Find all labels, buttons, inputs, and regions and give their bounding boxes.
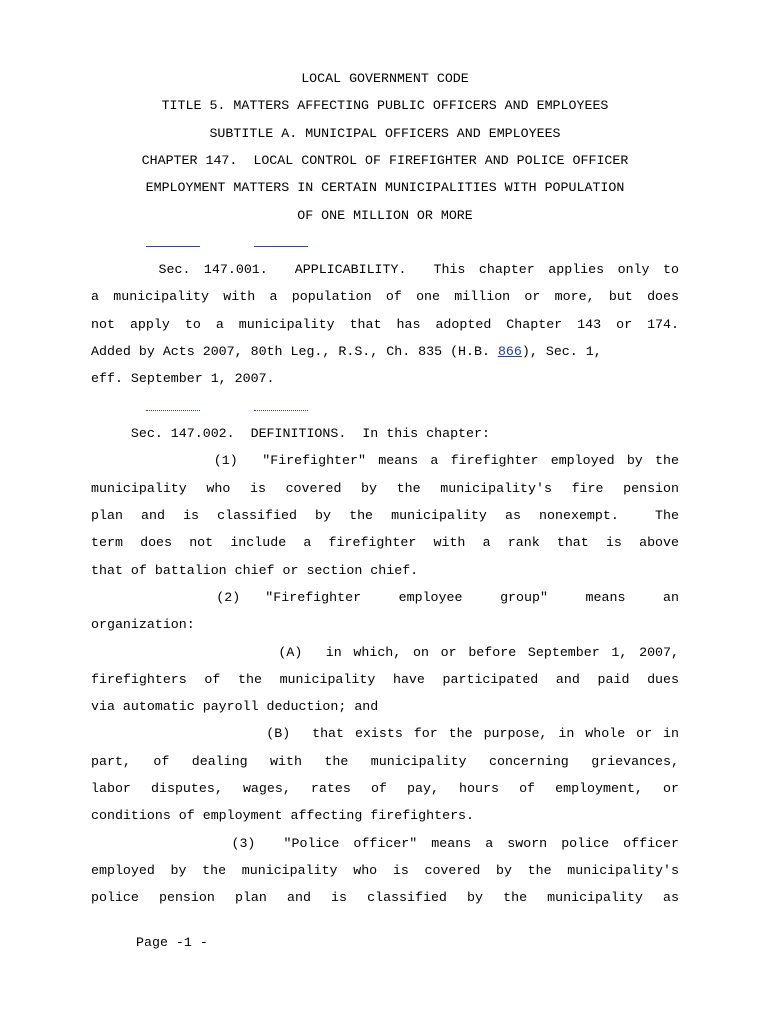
def-2a-line: firefighters of the municipality have participated and paid dues: [91, 672, 679, 687]
header-chapter: CHAPTER 147. LOCAL CONTROL OF FIREFIGHTER AND POLICE OFFICER: [141, 153, 629, 168]
section-link-rule[interactable]: [146, 246, 200, 247]
def-2a-line: (A) in which, on or before September 1, 2007,: [91, 645, 679, 660]
sec-001-line: not apply to a municipality that has adopted Chapter 143 or 174.: [91, 317, 679, 332]
def-1-line: municipality who is covered by the municipality's fire pension: [91, 481, 679, 496]
sec-001-effective: eff. September 1, 2007.: [91, 371, 275, 386]
page-number: Page -1 -: [136, 935, 208, 950]
history-text: ), Sec. 1,: [521, 344, 602, 359]
def-2-line: (2) "Firefighter employee group" means an: [91, 590, 679, 605]
sec-001-history: [91, 344, 679, 360]
def-2-line: organization:: [91, 617, 195, 632]
sec-002-heading: Sec. 147.002. DEFINITIONS. In this chapter:: [91, 426, 490, 441]
section-link-rule[interactable]: [146, 410, 200, 411]
header-title: TITLE 5. MATTERS AFFECTING PUBLIC OFFICERS AND EMPLOYEES: [161, 98, 609, 113]
section-link-rule[interactable]: [254, 410, 308, 411]
def-1-line: term does not include a firefighter with a rank that is above: [91, 535, 679, 550]
def-2b-line: (B) that exists for the purpose, in whole or in: [91, 726, 679, 741]
header-subtitle: SUBTITLE A. MUNICIPAL OFFICERS AND EMPLOYEES: [209, 126, 561, 141]
def-3-line: (3) "Police officer" means a sworn police officer: [91, 836, 679, 851]
def-3-line: employed by the municipality who is covered by the municipality's: [91, 863, 679, 878]
header-code-title: LOCAL GOVERNMENT CODE: [301, 71, 469, 86]
def-2b-line: labor disputes, wages, rates of pay, hours of employment, or: [91, 781, 679, 796]
def-1-line: (1) "Firefighter" means a firefighter employed by the: [91, 453, 679, 468]
header-chapter-cont: EMPLOYMENT MATTERS IN CERTAIN MUNICIPALITIES WITH POPULATION: [145, 180, 625, 195]
section-link-rule[interactable]: [254, 246, 308, 247]
history-text: Added by Acts 2007, 80th Leg., R.S., Ch. 835 (H.B.: [91, 344, 498, 359]
sec-001-line: a municipality with a population of one million or more, but does: [91, 289, 679, 304]
def-1-line: plan and is classified by the municipality as nonexempt. The: [91, 508, 679, 523]
def-2a-line: via automatic payroll deduction; and: [91, 699, 379, 714]
def-2b-line: part, of dealing with the municipality concerning grievances,: [91, 754, 679, 769]
bill-link[interactable]: 866: [497, 344, 522, 359]
def-2b-line: conditions of employment affecting firefighters.: [91, 808, 475, 823]
def-1-line: that of battalion chief or section chief.: [91, 563, 419, 578]
def-3-line: police pension plan and is classified by the municipality as: [91, 890, 679, 905]
header-chapter-end: OF ONE MILLION OR MORE: [297, 208, 473, 223]
sec-001-line: Sec. 147.001. APPLICABILITY. This chapter applies only to: [91, 262, 679, 277]
